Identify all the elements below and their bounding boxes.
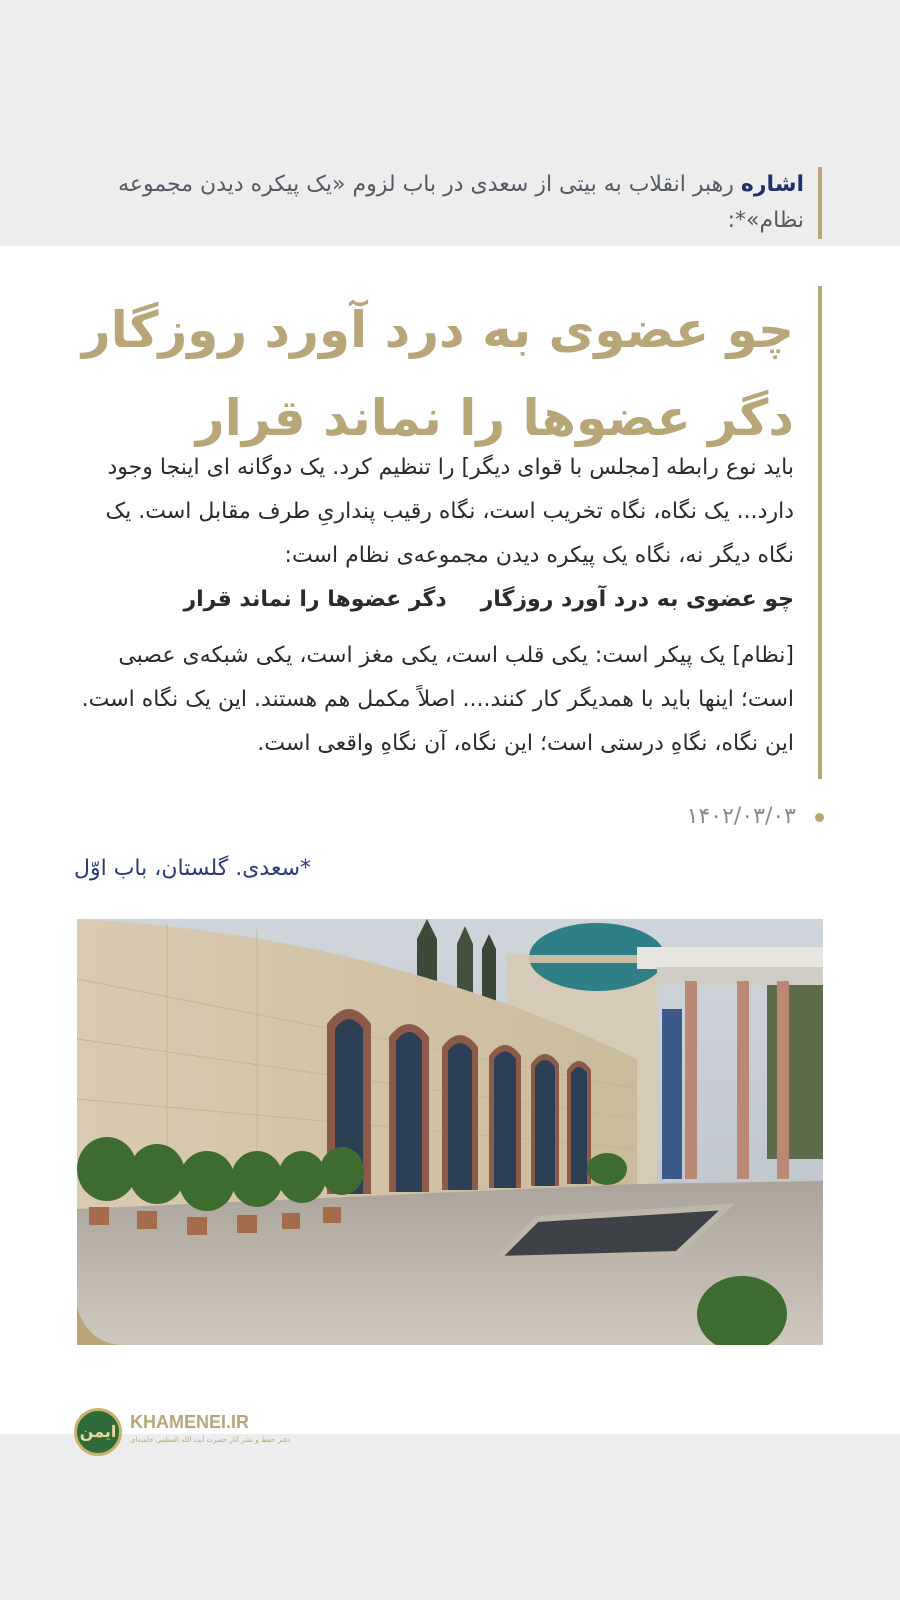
verse-first-hemistich: چو عضوی به درد آورد روزگار: [480, 587, 794, 612]
intro-note: [44, 167, 822, 239]
verse-second-hemistich: دگر عضوها را نماند قرار: [183, 587, 447, 612]
logo-name: KHAMENEI.IR: [130, 1412, 250, 1432]
quote-block: [72, 286, 822, 779]
headline: [81, 286, 794, 462]
logo-subtitle: دفتر حفظ و نشر آثار حضرت آیت الله العظمی خامنه‌ای: [130, 1436, 291, 1444]
verse: [78, 578, 794, 622]
tomb-photo-illustration: [77, 919, 823, 1345]
intro-text: رهبر انقلاب به بیتی از سعدی در باب لزوم «یک پیکره دیدن مجموعه نظام»*:: [118, 172, 804, 233]
date: ۱۴۰۲/۰۳/۰۳: [686, 804, 796, 829]
intro-label: اشاره: [740, 172, 804, 197]
headline-line-1: چو عضوی به درد آورد روزگار: [81, 301, 794, 359]
seal-icon: ایمن: [74, 1408, 122, 1456]
source-footnote: *سعدی. گلستان، باب اوّل: [74, 856, 312, 881]
khamenei-logo[interactable]: [74, 1404, 334, 1460]
date-bullet-icon: [815, 813, 824, 822]
headline-line-2: دگر عضوها را نماند قرار: [195, 389, 794, 447]
body-paragraph-2: [نظام] یک پیکر است: یکی قلب است، یکی مغز است، یکی شبکه‌ی عصبی است؛ اینها باید با همدیگر کار کنند.... اصلاً مکمل هم هستند. این یک نگاه است. این نگاه، نگاهِ درستی است؛ این نگاه، آن نگاهِ واقعی است.: [81, 643, 794, 756]
date-row: [522, 804, 822, 832]
body-paragraph-1: باید نوع رابطه [مجلس با قوای دیگر] را تنظیم کرد. یک دوگانه ای اینجا وجود دارد... یک نگاه، نگاه تخریب است، نگاه رقیب پنداریِ طرف مقابل است. یک نگاه دیگر نه، نگاه یک پیکره دیدن مجموعه‌ی نظام است:: [105, 455, 794, 568]
tomb-photo: [77, 919, 823, 1345]
